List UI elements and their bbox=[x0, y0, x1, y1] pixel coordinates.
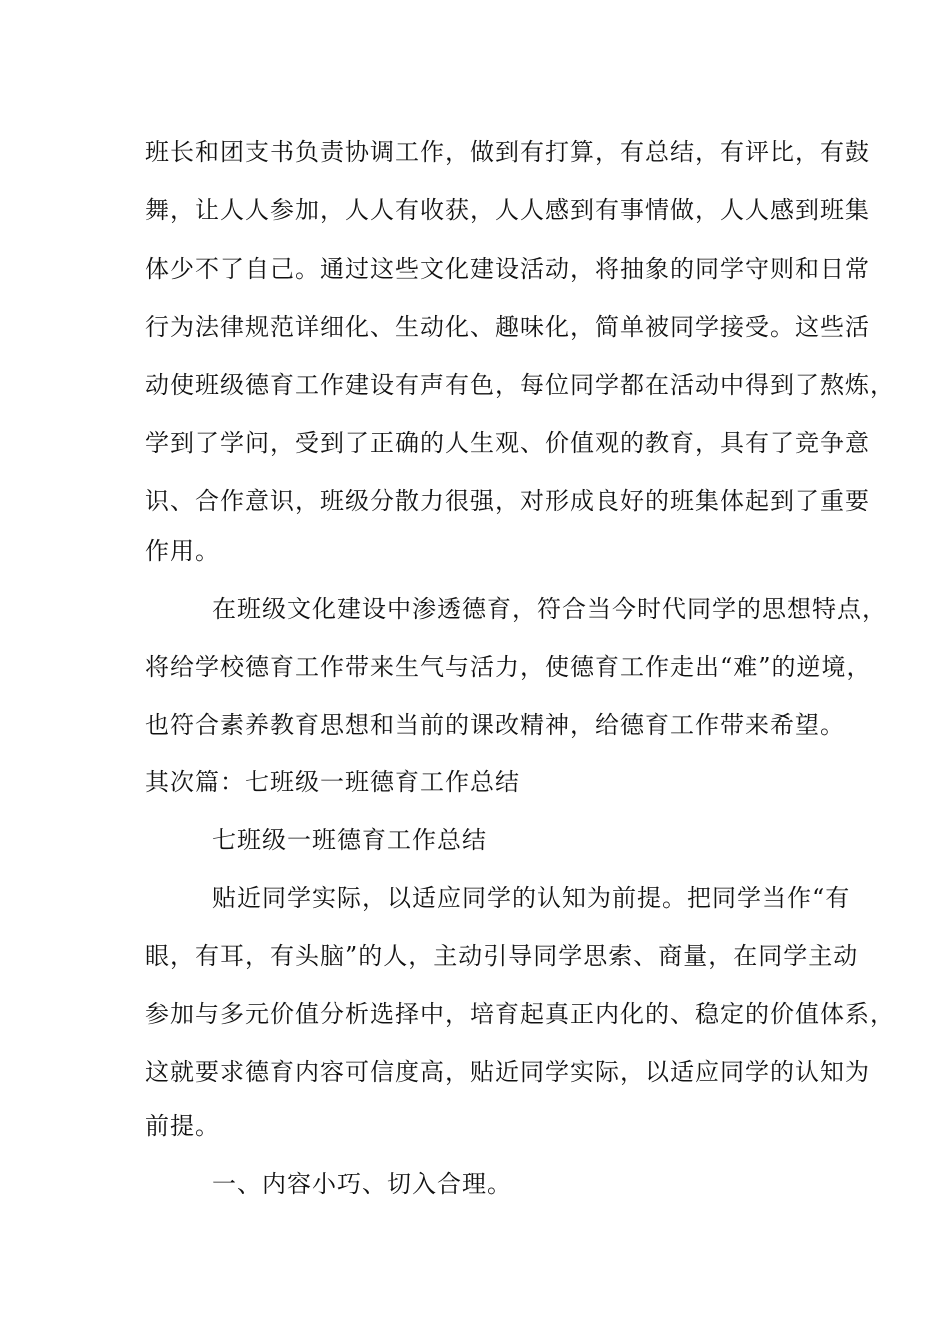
paragraph-3-line-4: 这就要求德育内容可信度高，贴近同学实际，以适应同学的认知为 bbox=[145, 1058, 870, 1086]
paragraph-3-line-5: 前提。 bbox=[145, 1112, 220, 1140]
paragraph-3-line-2: 眼，有耳，有头脑”的人，主动引导同学思索、商量，在同学主动 bbox=[145, 942, 859, 970]
subheading: 一、内容小巧、切入合理。 bbox=[212, 1170, 512, 1198]
paragraph-1-line-2: 舞，让人人参加，人人有收获，人人感到有事情做，人人感到班集 bbox=[145, 196, 870, 224]
section-heading: 其次篇：七班级一班德育工作总结 bbox=[145, 768, 520, 796]
paragraph-2-line-1: 在班级文化建设中渗透德育，符合当今时代同学的思想特点， bbox=[212, 595, 887, 623]
paragraph-1-line-6: 学到了学问，受到了正确的人生观、价值观的教育，具有了竞争意 bbox=[145, 429, 870, 457]
paragraph-3-line-3: 参加与多元价值分析选择中，培育起真正内化的、稳定的价值体系， bbox=[145, 1000, 895, 1028]
paragraph-3-line-1: 贴近同学实际，以适应同学的认知为前提。把同学当作“有 bbox=[212, 884, 851, 912]
paragraph-1-line-4: 行为法律规范详细化、生动化、趣味化，简单被同学接受。这些活 bbox=[145, 313, 870, 341]
paragraph-1-line-5: 动使班级德育工作建设有声有色，每位同学都在活动中得到了熬炼， bbox=[145, 371, 895, 399]
document-title: 七班级一班德育工作总结 bbox=[212, 826, 487, 854]
paragraph-1-line-3: 体少不了自己。通过这些文化建设活动，将抽象的同学守则和日常 bbox=[145, 255, 870, 283]
paragraph-1-line-1: 班长和团支书负责协调工作，做到有打算，有总结，有评比，有鼓 bbox=[145, 138, 870, 166]
paragraph-2-line-3: 也符合素养教育思想和当前的课改精神，给德育工作带来希望。 bbox=[145, 711, 845, 739]
paragraph-1-line-7: 识、合作意识，班级分散力很强，对形成良好的班集体起到了重要 bbox=[145, 487, 870, 515]
paragraph-2-line-2: 将给学校德育工作带来生气与活力，使德育工作走出“难”的逆境， bbox=[145, 653, 872, 681]
paragraph-1-line-8: 作用。 bbox=[145, 537, 220, 565]
